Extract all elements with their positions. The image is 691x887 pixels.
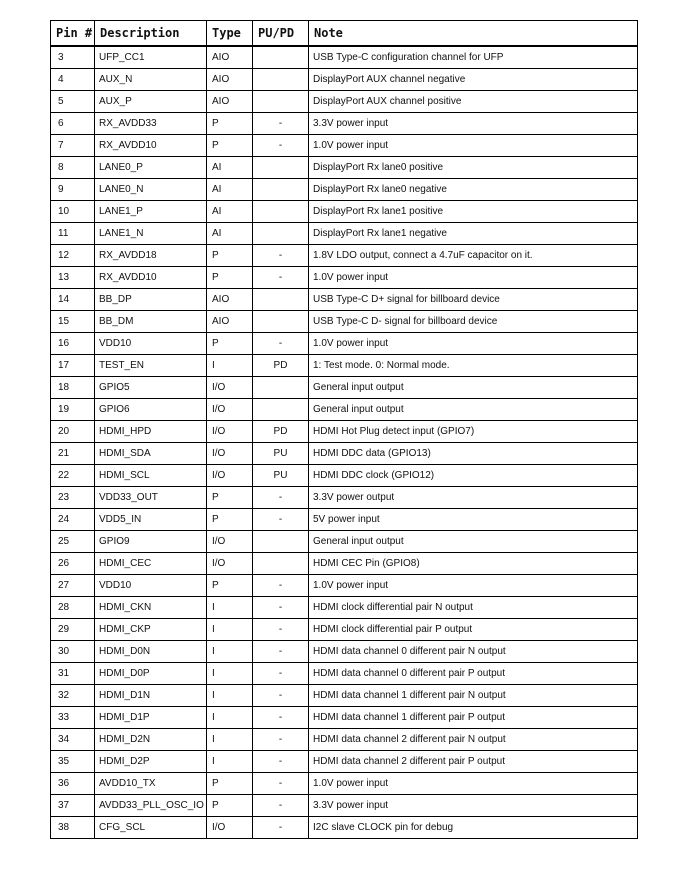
note-cell: USB Type-C D+ signal for billboard device bbox=[309, 288, 638, 310]
table-row bbox=[51, 574, 638, 596]
table-row bbox=[51, 354, 638, 376]
type-cell: AIO bbox=[207, 46, 253, 69]
description-cell: LANE0_N bbox=[95, 178, 207, 200]
table-row bbox=[51, 772, 638, 794]
pupd-cell: - bbox=[253, 112, 309, 134]
pupd-cell: PU bbox=[253, 442, 309, 464]
pin-cell: 10 bbox=[51, 200, 95, 222]
description-cell: AVDD10_TX bbox=[95, 772, 207, 794]
type-cell: P bbox=[207, 266, 253, 288]
pupd-cell bbox=[253, 222, 309, 244]
table-row bbox=[51, 200, 638, 222]
type-cell: P bbox=[207, 486, 253, 508]
note-cell: HDMI clock differential pair N output bbox=[309, 596, 638, 618]
type-cell: I/O bbox=[207, 552, 253, 574]
table-row bbox=[51, 68, 638, 90]
pin-cell: 32 bbox=[51, 684, 95, 706]
table-row bbox=[51, 112, 638, 134]
description-cell: RX_AVDD10 bbox=[95, 266, 207, 288]
note-cell: HDMI Hot Plug detect input (GPIO7) bbox=[309, 420, 638, 442]
description-cell: AUX_N bbox=[95, 68, 207, 90]
type-cell: P bbox=[207, 244, 253, 266]
note-cell: HDMI data channel 0 different pair P output bbox=[309, 662, 638, 684]
table-row bbox=[51, 464, 638, 486]
description-cell: HDMI_D1P bbox=[95, 706, 207, 728]
type-cell: P bbox=[207, 794, 253, 816]
note-cell: HDMI DDC data (GPIO13) bbox=[309, 442, 638, 464]
table-header-row bbox=[51, 21, 638, 46]
note-cell: 1.0V power input bbox=[309, 266, 638, 288]
pin-cell: 29 bbox=[51, 618, 95, 640]
header-pin: Pin # bbox=[51, 21, 95, 46]
pupd-cell bbox=[253, 200, 309, 222]
pin-cell: 9 bbox=[51, 178, 95, 200]
table-row bbox=[51, 706, 638, 728]
note-cell: DisplayPort AUX channel positive bbox=[309, 90, 638, 112]
table-row bbox=[51, 376, 638, 398]
table-body bbox=[51, 46, 638, 839]
description-cell: HDMI_D0P bbox=[95, 662, 207, 684]
pupd-cell bbox=[253, 288, 309, 310]
type-cell: I bbox=[207, 596, 253, 618]
pupd-cell: - bbox=[253, 772, 309, 794]
pupd-cell bbox=[253, 156, 309, 178]
table-row bbox=[51, 90, 638, 112]
description-cell: BB_DM bbox=[95, 310, 207, 332]
type-cell: AIO bbox=[207, 310, 253, 332]
note-cell: General input output bbox=[309, 376, 638, 398]
pupd-cell: - bbox=[253, 596, 309, 618]
note-cell: HDMI clock differential pair P output bbox=[309, 618, 638, 640]
pupd-cell: - bbox=[253, 684, 309, 706]
note-cell: General input output bbox=[309, 530, 638, 552]
description-cell: BB_DP bbox=[95, 288, 207, 310]
pupd-cell bbox=[253, 530, 309, 552]
type-cell: I/O bbox=[207, 530, 253, 552]
table-row bbox=[51, 530, 638, 552]
pin-cell: 26 bbox=[51, 552, 95, 574]
description-cell: HDMI_HPD bbox=[95, 420, 207, 442]
note-cell: 3.3V power output bbox=[309, 486, 638, 508]
type-cell: AI bbox=[207, 222, 253, 244]
pin-cell: 27 bbox=[51, 574, 95, 596]
note-cell: 3.3V power input bbox=[309, 112, 638, 134]
description-cell: HDMI_SCL bbox=[95, 464, 207, 486]
pupd-cell bbox=[253, 68, 309, 90]
pin-cell: 23 bbox=[51, 486, 95, 508]
pupd-cell bbox=[253, 376, 309, 398]
description-cell: VDD10 bbox=[95, 574, 207, 596]
description-cell: LANE1_N bbox=[95, 222, 207, 244]
table-row bbox=[51, 618, 638, 640]
type-cell: I/O bbox=[207, 420, 253, 442]
table-row bbox=[51, 508, 638, 530]
note-cell: USB Type-C D- signal for billboard device bbox=[309, 310, 638, 332]
table-row bbox=[51, 728, 638, 750]
pin-cell: 34 bbox=[51, 728, 95, 750]
pin-cell: 30 bbox=[51, 640, 95, 662]
pupd-cell: - bbox=[253, 640, 309, 662]
table-row bbox=[51, 266, 638, 288]
description-cell: GPIO6 bbox=[95, 398, 207, 420]
header-pupd: PU/PD bbox=[253, 21, 309, 46]
pupd-cell: - bbox=[253, 486, 309, 508]
pupd-cell: - bbox=[253, 332, 309, 354]
type-cell: P bbox=[207, 332, 253, 354]
pupd-cell bbox=[253, 398, 309, 420]
note-cell: DisplayPort Rx lane1 negative bbox=[309, 222, 638, 244]
pin-cell: 37 bbox=[51, 794, 95, 816]
type-cell: AIO bbox=[207, 90, 253, 112]
pupd-cell: PD bbox=[253, 420, 309, 442]
description-cell: AVDD33_PLL_OSC_IO bbox=[95, 794, 207, 816]
description-cell: RX_AVDD10 bbox=[95, 134, 207, 156]
note-cell: DisplayPort Rx lane0 negative bbox=[309, 178, 638, 200]
header-type: Type bbox=[207, 21, 253, 46]
table-row bbox=[51, 596, 638, 618]
table-row bbox=[51, 662, 638, 684]
note-cell: HDMI data channel 2 different pair N output bbox=[309, 728, 638, 750]
pupd-cell: PD bbox=[253, 354, 309, 376]
note-cell: 1: Test mode. 0: Normal mode. bbox=[309, 354, 638, 376]
pin-cell: 4 bbox=[51, 68, 95, 90]
pupd-cell: - bbox=[253, 618, 309, 640]
table-row bbox=[51, 750, 638, 772]
description-cell: HDMI_CKN bbox=[95, 596, 207, 618]
description-cell: AUX_P bbox=[95, 90, 207, 112]
type-cell: AIO bbox=[207, 68, 253, 90]
table-row bbox=[51, 420, 638, 442]
pin-cell: 8 bbox=[51, 156, 95, 178]
table-row bbox=[51, 794, 638, 816]
table-row bbox=[51, 310, 638, 332]
pupd-cell: - bbox=[253, 706, 309, 728]
table-row bbox=[51, 442, 638, 464]
note-cell: HDMI data channel 1 different pair N output bbox=[309, 684, 638, 706]
pupd-cell: PU bbox=[253, 464, 309, 486]
note-cell: I2C slave CLOCK pin for debug bbox=[309, 816, 638, 838]
description-cell: CFG_SCL bbox=[95, 816, 207, 838]
type-cell: I bbox=[207, 354, 253, 376]
note-cell: 1.0V power input bbox=[309, 332, 638, 354]
pin-cell: 13 bbox=[51, 266, 95, 288]
pin-cell: 33 bbox=[51, 706, 95, 728]
pin-cell: 16 bbox=[51, 332, 95, 354]
type-cell: I/O bbox=[207, 398, 253, 420]
table-row bbox=[51, 552, 638, 574]
type-cell: I/O bbox=[207, 816, 253, 838]
table-row bbox=[51, 134, 638, 156]
note-cell: HDMI data channel 0 different pair N output bbox=[309, 640, 638, 662]
table-row bbox=[51, 288, 638, 310]
header-description: Description bbox=[95, 21, 207, 46]
type-cell: AI bbox=[207, 178, 253, 200]
note-cell: DisplayPort Rx lane0 positive bbox=[309, 156, 638, 178]
note-cell: 3.3V power input bbox=[309, 794, 638, 816]
type-cell: I bbox=[207, 684, 253, 706]
description-cell: LANE0_P bbox=[95, 156, 207, 178]
pin-cell: 38 bbox=[51, 816, 95, 838]
note-cell: 1.0V power input bbox=[309, 772, 638, 794]
note-cell: General input output bbox=[309, 398, 638, 420]
pupd-cell: - bbox=[253, 508, 309, 530]
note-cell: HDMI CEC Pin (GPIO8) bbox=[309, 552, 638, 574]
description-cell: VDD33_OUT bbox=[95, 486, 207, 508]
type-cell: I/O bbox=[207, 464, 253, 486]
pin-cell: 19 bbox=[51, 398, 95, 420]
type-cell: P bbox=[207, 574, 253, 596]
type-cell: I bbox=[207, 618, 253, 640]
pupd-cell: - bbox=[253, 266, 309, 288]
table-row bbox=[51, 222, 638, 244]
type-cell: AI bbox=[207, 200, 253, 222]
table-row bbox=[51, 684, 638, 706]
note-cell: DisplayPort Rx lane1 positive bbox=[309, 200, 638, 222]
table-row bbox=[51, 244, 638, 266]
description-cell: TEST_EN bbox=[95, 354, 207, 376]
pupd-cell: - bbox=[253, 574, 309, 596]
pupd-cell: - bbox=[253, 750, 309, 772]
table-row bbox=[51, 640, 638, 662]
table-row bbox=[51, 178, 638, 200]
pin-table bbox=[50, 20, 638, 839]
description-cell: VDD10 bbox=[95, 332, 207, 354]
note-cell: 1.0V power input bbox=[309, 134, 638, 156]
type-cell: P bbox=[207, 134, 253, 156]
description-cell: HDMI_D1N bbox=[95, 684, 207, 706]
description-cell: RX_AVDD33 bbox=[95, 112, 207, 134]
pin-cell: 25 bbox=[51, 530, 95, 552]
type-cell: P bbox=[207, 772, 253, 794]
pupd-cell: - bbox=[253, 244, 309, 266]
type-cell: AI bbox=[207, 156, 253, 178]
note-cell: HDMI data channel 1 different pair P output bbox=[309, 706, 638, 728]
pupd-cell: - bbox=[253, 794, 309, 816]
description-cell: HDMI_CKP bbox=[95, 618, 207, 640]
pin-cell: 17 bbox=[51, 354, 95, 376]
note-cell: HDMI DDC clock (GPIO12) bbox=[309, 464, 638, 486]
note-cell: HDMI data channel 2 different pair P output bbox=[309, 750, 638, 772]
description-cell: HDMI_CEC bbox=[95, 552, 207, 574]
pupd-cell bbox=[253, 552, 309, 574]
pin-cell: 7 bbox=[51, 134, 95, 156]
pupd-cell bbox=[253, 310, 309, 332]
description-cell: LANE1_P bbox=[95, 200, 207, 222]
type-cell: I bbox=[207, 728, 253, 750]
pin-cell: 14 bbox=[51, 288, 95, 310]
pin-cell: 3 bbox=[51, 46, 95, 69]
description-cell: HDMI_D2N bbox=[95, 728, 207, 750]
note-cell: DisplayPort AUX channel negative bbox=[309, 68, 638, 90]
description-cell: GPIO5 bbox=[95, 376, 207, 398]
note-cell: 1.0V power input bbox=[309, 574, 638, 596]
pin-cell: 15 bbox=[51, 310, 95, 332]
table-row bbox=[51, 156, 638, 178]
type-cell: P bbox=[207, 112, 253, 134]
description-cell: RX_AVDD18 bbox=[95, 244, 207, 266]
pupd-cell: - bbox=[253, 816, 309, 838]
pin-cell: 11 bbox=[51, 222, 95, 244]
note-cell: USB Type-C configuration channel for UFP bbox=[309, 46, 638, 69]
type-cell: AIO bbox=[207, 288, 253, 310]
pin-cell: 28 bbox=[51, 596, 95, 618]
table-row bbox=[51, 486, 638, 508]
description-cell: HDMI_SDA bbox=[95, 442, 207, 464]
description-cell: GPIO9 bbox=[95, 530, 207, 552]
pupd-cell: - bbox=[253, 728, 309, 750]
pin-cell: 24 bbox=[51, 508, 95, 530]
pupd-cell: - bbox=[253, 134, 309, 156]
table-row bbox=[51, 332, 638, 354]
pupd-cell bbox=[253, 46, 309, 69]
header-note: Note bbox=[309, 21, 638, 46]
table-row bbox=[51, 46, 638, 69]
type-cell: I bbox=[207, 640, 253, 662]
pupd-cell: - bbox=[253, 662, 309, 684]
pin-cell: 6 bbox=[51, 112, 95, 134]
note-cell: 5V power input bbox=[309, 508, 638, 530]
note-cell: 1.8V LDO output, connect a 4.7uF capacitor on it. bbox=[309, 244, 638, 266]
pin-cell: 31 bbox=[51, 662, 95, 684]
table-row bbox=[51, 816, 638, 838]
pin-cell: 18 bbox=[51, 376, 95, 398]
type-cell: P bbox=[207, 508, 253, 530]
pin-cell: 36 bbox=[51, 772, 95, 794]
pin-cell: 20 bbox=[51, 420, 95, 442]
pin-cell: 5 bbox=[51, 90, 95, 112]
pupd-cell bbox=[253, 90, 309, 112]
pin-cell: 12 bbox=[51, 244, 95, 266]
type-cell: I bbox=[207, 750, 253, 772]
table-row bbox=[51, 398, 638, 420]
type-cell: I/O bbox=[207, 376, 253, 398]
description-cell: VDD5_IN bbox=[95, 508, 207, 530]
description-cell: HDMI_D0N bbox=[95, 640, 207, 662]
description-cell: HDMI_D2P bbox=[95, 750, 207, 772]
type-cell: I bbox=[207, 662, 253, 684]
pin-cell: 22 bbox=[51, 464, 95, 486]
type-cell: I/O bbox=[207, 442, 253, 464]
type-cell: I bbox=[207, 706, 253, 728]
pin-cell: 21 bbox=[51, 442, 95, 464]
description-cell: UFP_CC1 bbox=[95, 46, 207, 69]
pin-cell: 35 bbox=[51, 750, 95, 772]
pupd-cell bbox=[253, 178, 309, 200]
